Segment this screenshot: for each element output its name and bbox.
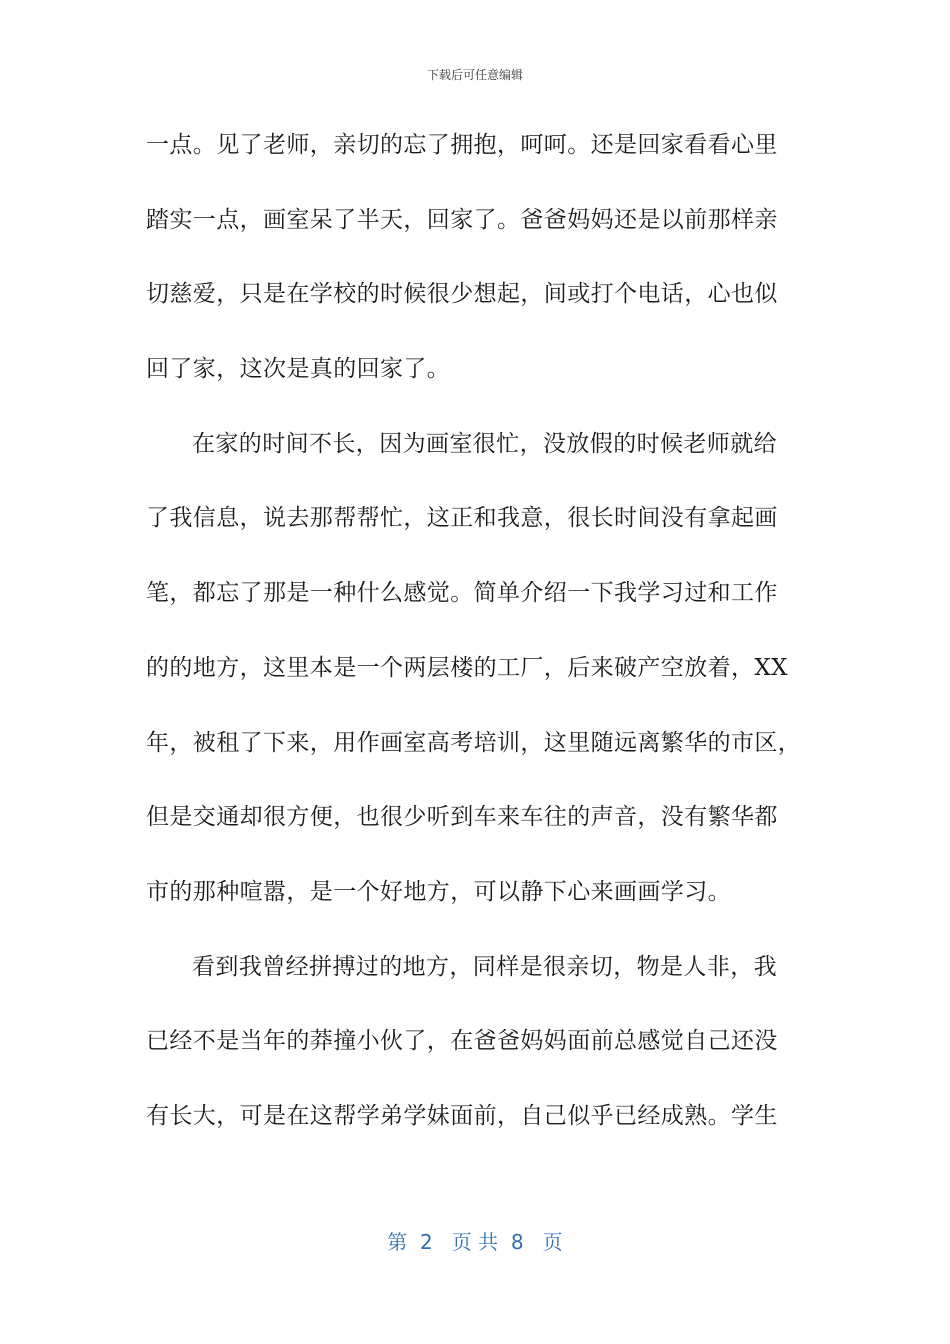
text-line: 回了家，这次是真的回家了。 — [146, 356, 451, 383]
header-note: 下载后可任意编辑 — [426, 68, 523, 82]
text-line: 切慈爱，只是在学校的时候很少想起，间或打个电话，心也似 — [146, 281, 778, 308]
text-line: 踏实一点，画室呆了半天，回家了。爸爸妈妈还是以前那样亲 — [146, 206, 778, 233]
text-line: 的的地方，这里本是一个两层楼的工厂，后来破产空放着，XX — [146, 654, 788, 681]
text-line: 已经不是当年的莽撞小伙了，在爸爸妈妈面前总感觉自己还没 — [146, 1028, 778, 1055]
text-line: 市的那种喧嚣，是一个好地方，可以静下心来画画学习。 — [146, 878, 731, 905]
document-body — [146, 125, 806, 1171]
paragraph-start-line: 看到我曾经拼搏过的地方，同样是很亲切，物是人非，我 — [192, 953, 777, 980]
text-line: 了我信息，说去那帮帮忙，这正和我意，很长时间没有拿起画 — [146, 505, 778, 532]
paragraph-start-line: 在家的时间不长，因为画室很忙，没放假的时候老师就给 — [192, 430, 777, 457]
text-line: 笔，都忘了那是一种什么感觉。简单介绍一下我学习过和工作 — [146, 580, 778, 607]
text-line: 年，被租了下来，用作画室高考培训，这里随远离繁华的市区， — [146, 729, 802, 756]
text-line: 一点。见了老师，亲切的忘了拥抱，呵呵。还是回家看看心里 — [146, 132, 778, 158]
text-line: 有长大，可是在这帮学弟学妹面前，自己似乎已经成熟。学生 — [146, 1102, 778, 1129]
page-number: 第 2 页 共 8 页 — [387, 1230, 563, 1254]
text-line: 但是交通却很方便，也很少听到车来车往的声音，没有繁华都 — [146, 804, 778, 831]
